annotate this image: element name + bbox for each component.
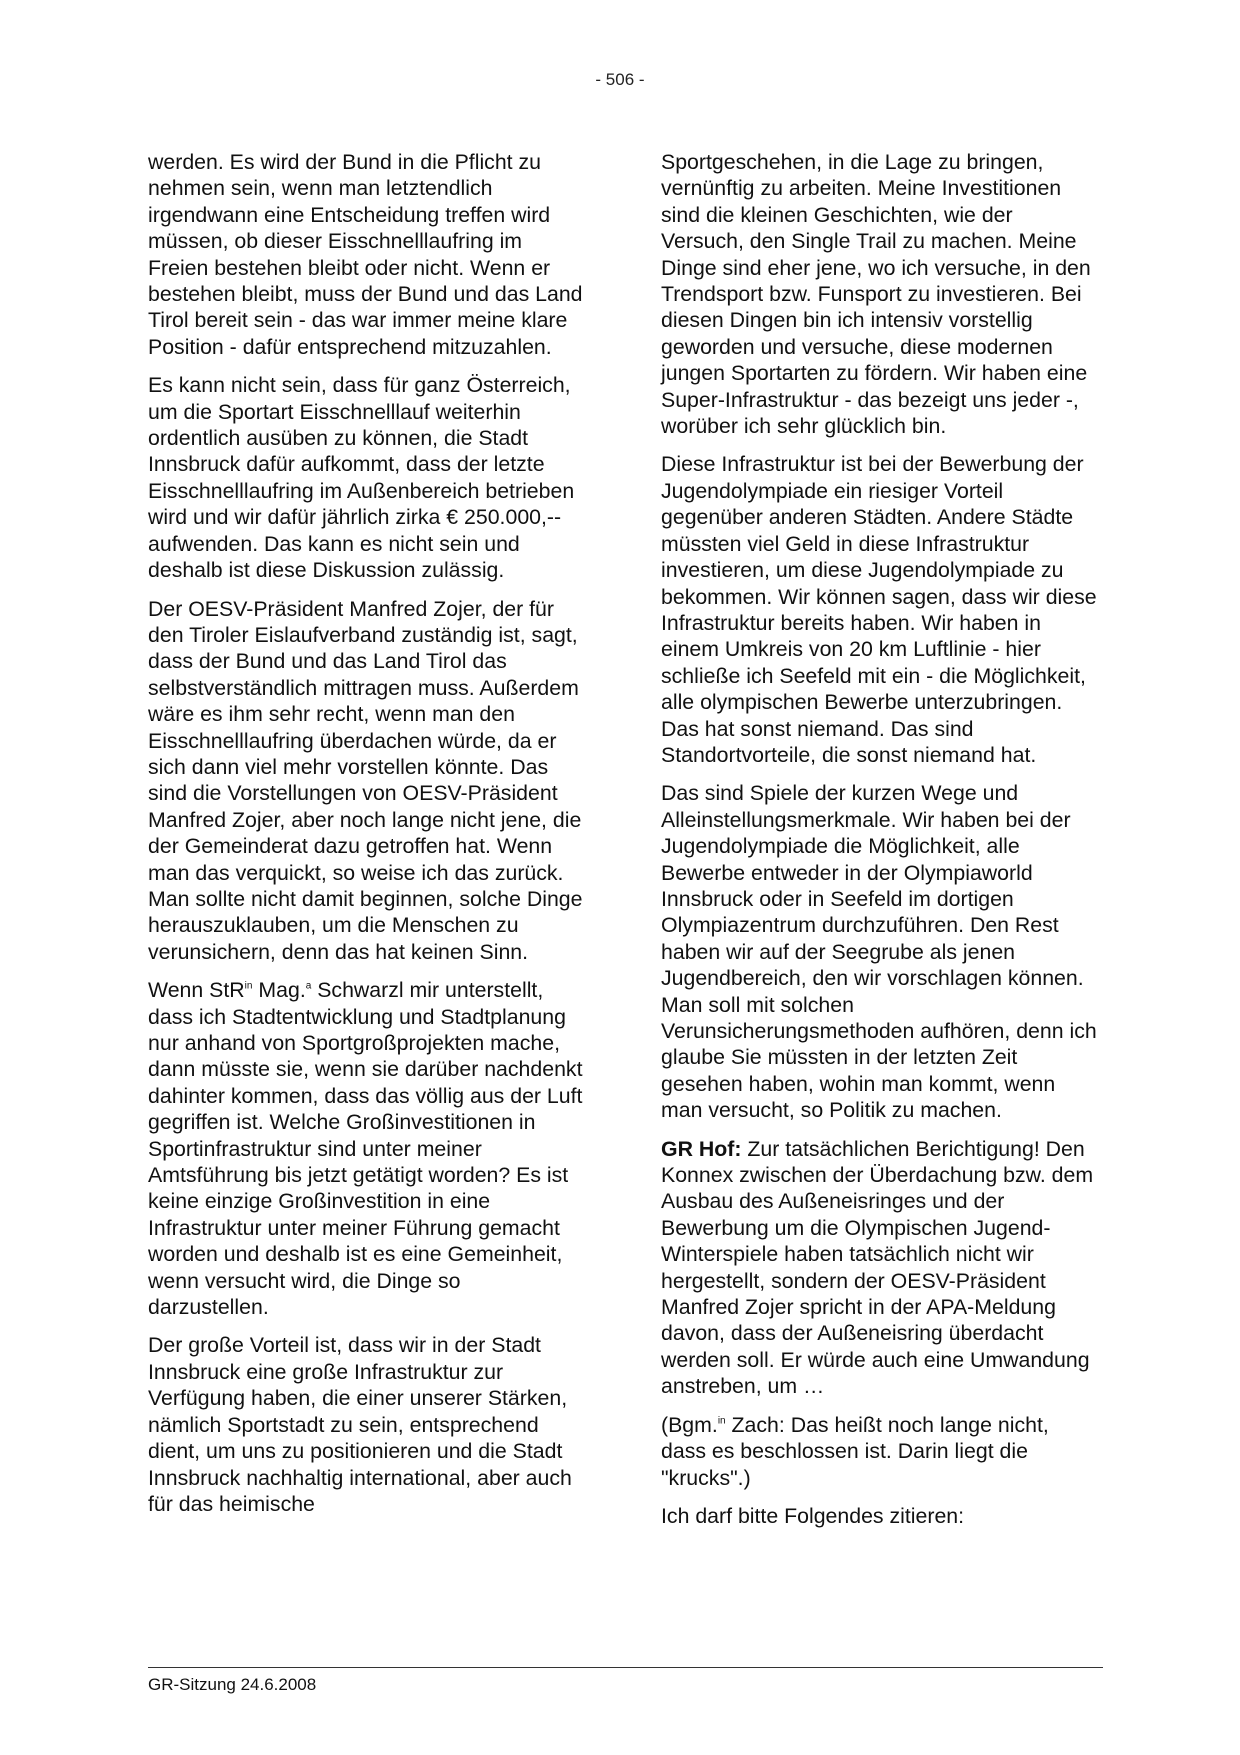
- text-run: Schwarzl mir unterstellt, dass ich Stadtentwicklung und Stadtplanung nur anhand von Sportgroßprojekten mache, dann müsste sie, wenn sie darüber nachdenkt dahinter kommen, dass das völlig aus der Luft gegriffen ist. Welche Großinvestitionen in Sportinfrastruktur sind unter meiner Amtsführung bis jetzt getätigt worden? Es ist keine einzige Großinvestition in eine Infrastruktur unter meiner Führung gemacht worden und deshalb ist es eine Gemeinheit, wenn versucht wird, die Dinge so darzustellen.: [148, 978, 583, 1320]
- text-run: Wenn StR: [148, 978, 245, 1003]
- text-run: Zur tatsächlichen Berichtigung! Den Konnex zwischen der Überdachung bzw. dem Ausbau des Außeneisringes und der Bewerbung um die Olympischen Jugend-Winterspiele haben tatsächlich nicht wir hergestellt, sondern der OESV-Präsident Manfred Zojer spricht in der APA-Meldung davon, dass der Außeneisring überdacht werden soll. Er würde auch eine Umwandung anstreben, um …: [661, 1136, 1094, 1399]
- footer-divider: [148, 1667, 1103, 1668]
- paragraph: Der OESV-Präsident Manfred Zojer, der für den Tiroler Eislaufverband zuständig ist, sagt, dass der Bund und das Land Tirol das selbstverständlich mittragen muss. Außerdem wäre es ihm sehr recht, wenn man den Eisschnelllaufring überdachen würde, da er sich dann viel mehr vorstellen könnte. Das sind die Vorstellungen von OESV-Präsident Manfred Zojer, aber noch lange nicht jene, die der Gemeinderat dazu getroffen hat. Wenn man das verquickt, so weise ich das zurück. Man sollte nicht damit beginnen, solche Dinge herauszuklauben, um die Menschen zu verunsichern, denn das hat keinen Sinn.: [148, 596, 583, 964]
- paragraph: Es kann nicht sein, dass für ganz Österreich, um die Sportart Eisschnelllauf weiterhin ordentlich ausüben zu können, die Stadt Innsbruck dafür aufkommt, dass der letzte Eisschnelllaufring im Außenbereich betrieben wird und wir dafür jährlich zirka € 250.000,-- aufwenden. Das kann es nicht sein und deshalb ist diese Diskussion zulässig.: [148, 373, 575, 583]
- paragraph: Diese Infrastruktur ist bei der Bewerbung der Jugendolympiade ein riesiger Vorteil gegenüber anderen Städten. Andere Städte müssten viel Geld in diese Infrastruktur investieren, um diese Jugendolympiade zu bekommen. Wir können sagen, dass wir diese Infrastruktur bereits haben. Wir haben in einem Umkreis von 20 km Luftlinie - hier schließe ich Seefeld mit ein - die Möglichkeit, alle olympischen Bewerbe unterzubringen. Das hat sonst niemand. Das sind Standortvorteile, die sonst niemand hat.: [661, 452, 1097, 767]
- footer-text: GR-Sitzung 24.6.2008: [148, 1675, 317, 1694]
- paragraph: [661, 1136, 1097, 1400]
- text-run: Mag.: [252, 978, 306, 1003]
- paragraph: [661, 1412, 1097, 1491]
- speaker-label: GR Hof:: [661, 1136, 742, 1161]
- paragraph: Der große Vorteil ist, dass wir in der Stadt Innsbruck eine große Infrastruktur zur Verfügung haben, die einer unserer Stärken, nämlich Sportstadt zu sein, entsprechend dient, um uns zu positionieren und die Stadt Innsbruck nachhaltig international, aber auch für das heimische: [148, 1333, 572, 1516]
- superscript: in: [717, 1415, 726, 1427]
- paragraph: Sportgeschehen, in die Lage zu bringen, vernünftig zu arbeiten. Meine Investitionen sind die kleinen Geschichten, wie der Versuch, den Single Trail zu machen. Meine Dinge sind eher jene, wo ich versuche, in den Trendsport bzw. Funsport zu investieren. Bei diesen Dingen bin ich intensiv vorstellig geworden und versuche, diese modernen jungen Sportarten zu fördern. Wir haben eine Super-Infrastruktur - das bezeigt uns jeder -, worüber ich sehr glücklich bin.: [661, 150, 1091, 439]
- superscript: a: [305, 980, 312, 992]
- paragraph: Das sind Spiele der kurzen Wege und Alleinstellungsmerkmale. Wir haben bei der Jugendolympiade die Möglichkeit, alle Bewerbe entweder in der Olympiaworld Innsbruck oder in Seefeld im dortigen Olympiazentrum durchzuführen. Den Rest haben wir auf der Seegrube als jenen Jugendbereich, den wir vorschlagen können. Man soll mit solchen Verunsicherungsmethoden aufhören, denn ich glaube Sie müssten in der letzten Zeit gesehen haben, wohin man kommt, wenn man versucht, so Politik zu machen.: [661, 781, 1097, 1123]
- text-run: Zach: Das heißt noch lange nicht, dass es beschlossen ist. Darin liegt die "krucks".): [661, 1412, 1049, 1490]
- paragraph: Ich darf bitte Folgendes zitieren:: [661, 1503, 965, 1528]
- page-number: - 506 -: [595, 70, 645, 89]
- superscript: in: [244, 980, 253, 992]
- left-column: [148, 149, 584, 1529]
- paragraph: werden. Es wird der Bund in die Pflicht zu nehmen sein, wenn man letztendlich irgendwann eine Entscheidung treffen wird müssen, ob dieser Eisschnelllaufring im Freien bestehen bleibt oder nicht. Wenn er bestehen bleibt, muss der Bund und das Land Tirol bereit sein - das war immer meine klare Position - dafür entsprechend mitzuzahlen.: [148, 150, 583, 359]
- paragraph: [148, 977, 584, 1320]
- right-column: [661, 149, 1097, 1541]
- text-run: (Bgm.: [661, 1412, 718, 1437]
